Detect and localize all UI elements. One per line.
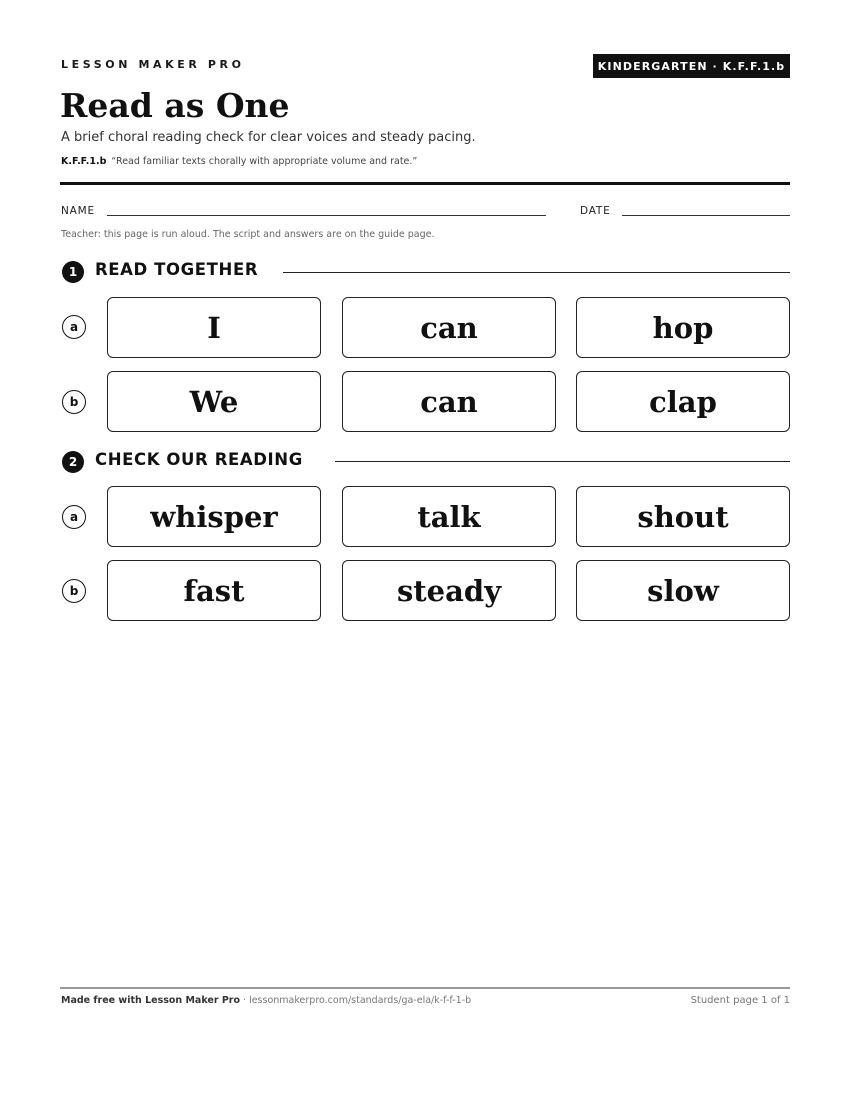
row-letter-badge: a [62, 315, 86, 339]
word-card: fast [107, 560, 321, 621]
standard-line [61, 156, 417, 167]
word-card: can [342, 371, 556, 432]
footer-page-label: Student page 1 of 1 [690, 995, 790, 1006]
word-card: talk [342, 486, 556, 547]
standard-code: K.F.F.1.b [61, 156, 107, 167]
name-label: NAME [61, 205, 95, 217]
word-card: We [107, 371, 321, 432]
date-field-line[interactable] [622, 215, 790, 216]
section-rule [335, 461, 790, 462]
row-letter-badge: a [62, 505, 86, 529]
word-card: slow [576, 560, 790, 621]
word-card: can [342, 297, 556, 358]
row-letter-badge: b [62, 579, 86, 603]
grade-badge: KINDERGARTEN · K.F.F.1.b [593, 54, 790, 78]
date-label: DATE [580, 205, 611, 217]
header-divider [60, 182, 790, 185]
word-card: I [107, 297, 321, 358]
section-number-badge: 1 [62, 261, 84, 283]
section-title-check-our-reading: CHECK OUR READING [95, 450, 303, 469]
footer-divider [60, 987, 790, 989]
footer-credit [61, 995, 471, 1006]
word-card: steady [342, 560, 556, 621]
footer-separator: · [240, 995, 250, 1006]
name-field-line[interactable] [107, 215, 546, 216]
teacher-note: Teacher: this page is run aloud. The script and answers are on the guide page. [61, 229, 435, 240]
section-rule [283, 272, 790, 273]
word-card: clap [576, 371, 790, 432]
brand-name: LESSON MAKER PRO [61, 58, 245, 71]
section-number-badge: 2 [62, 451, 84, 473]
section-title-read-together: READ TOGETHER [95, 260, 259, 279]
standard-text: “Read familiar texts chorally with appropriate volume and rate.” [111, 156, 418, 167]
word-card: shout [576, 486, 790, 547]
word-card: whisper [107, 486, 321, 547]
page-subtitle: A brief choral reading check for clear voices and steady pacing. [61, 130, 476, 145]
word-card: hop [576, 297, 790, 358]
footer-made-with: Made free with Lesson Maker Pro [61, 995, 241, 1006]
page-title: Read as One [60, 86, 290, 125]
row-letter-badge: b [62, 390, 86, 414]
footer-url[interactable]: lessonmakerpro.com/standards/ga-ela/k-f-f-1-b [249, 995, 472, 1006]
